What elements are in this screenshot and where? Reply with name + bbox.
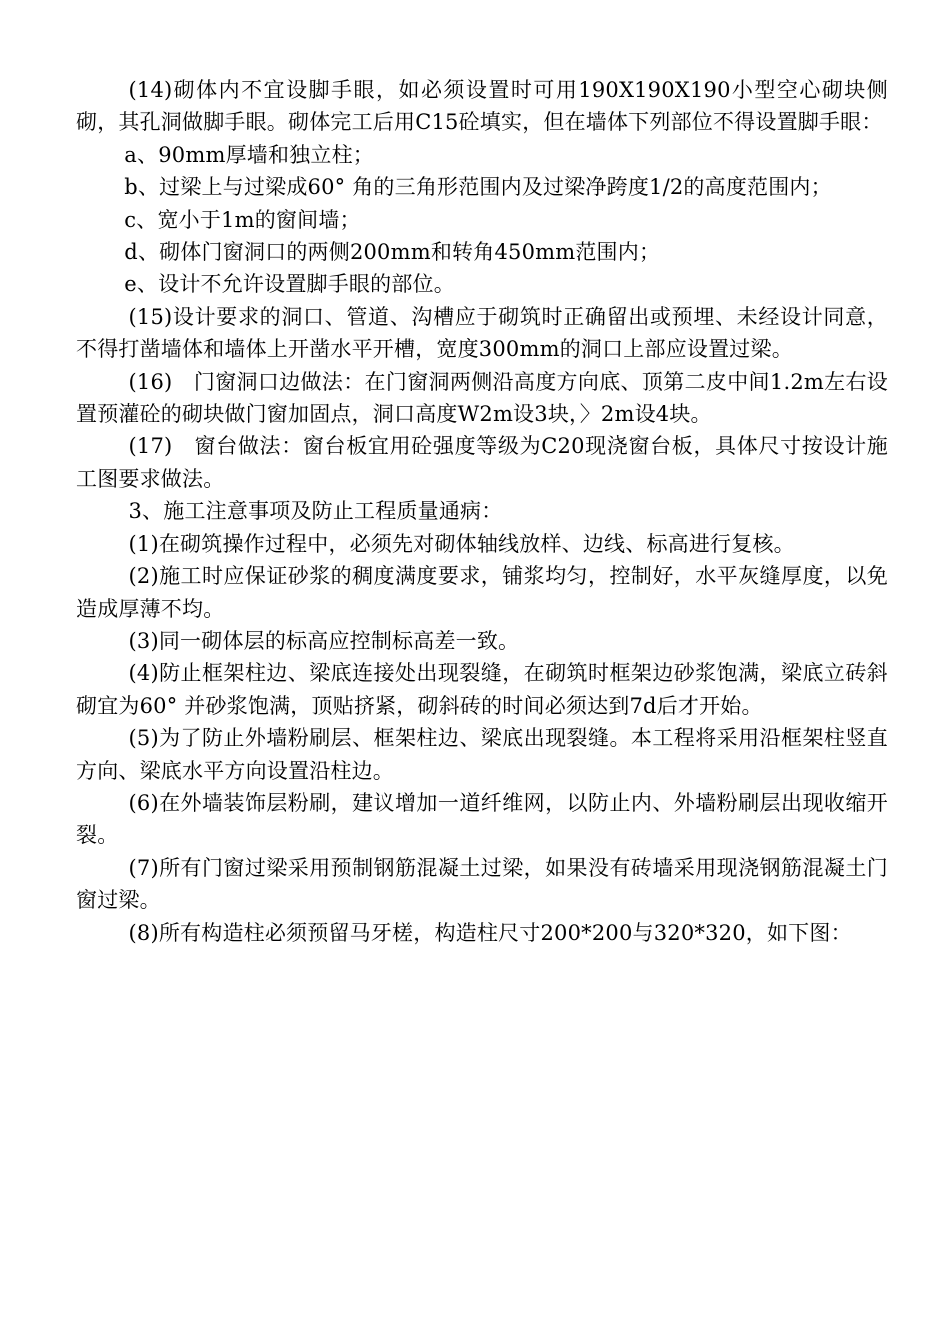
paragraph-note-3: (3)同一砌体层的标高应控制标高差一致。	[128, 628, 520, 653]
paragraph-item-14: (14)砌体内不宜设脚手眼，如必须设置时可用190X190X190小型空心砌块侧砌，其孔洞做脚手眼。砌体完工后用C15砼填实，但在墙体下列部位不得设置脚手眼：	[76, 78, 888, 135]
paragraph-note-7: (7)所有门窗过梁采用预制钢筋混凝土过梁，如果没有砖墙采用现浇钢筋混凝土门窗过梁。	[76, 855, 888, 913]
paragraph-note-5: (5)为了防止外墙粉刷层、框架柱边、梁底出现裂缝。本工程将采用沿框架柱竖直方向、梁底水平方向设置沿柱边。	[76, 726, 888, 783]
list-item-a: a、90mm厚墙和独立柱；	[124, 142, 374, 167]
paragraph-note-6: (6)在外墙装饰层粉刷，建议增加一道纤维网，以防止内、外墙粉刷层出现收缩开裂。	[76, 790, 888, 848]
paragraph-item-16: (16) 门窗洞口边做法：在门窗洞两侧沿高度方向底、顶第二皮中间1.2m左右设置预灌砼的砌块做门窗加固点，洞口高度W2m设3块，〉2m设4块。	[76, 369, 888, 427]
paragraph-note-2: (2)施工时应保证砂浆的稠度满度要求，铺浆均匀，控制好，水平灰缝厚度，以免造成厚薄不均。	[76, 564, 888, 621]
list-item-d: d、砌体门窗洞口的两侧200mm和转角450mm范围内；	[124, 240, 661, 265]
paragraph-item-17: (17) 窗台做法：窗台板宜用砼强度等级为C20现浇窗台板，具体尺寸按设计施工图要求做法。	[76, 434, 888, 491]
paragraph-note-4: (4)防止框架柱边、梁底连接处出现裂缝，在砌筑时框架边砂浆饱满，梁底立砖斜砌宜为60° 并砂浆饱满，顶贴挤紧，砌斜砖的时间必须达到7d后才开始。	[76, 661, 888, 718]
list-item-b: b、过梁上与过梁成60° 角的三角形范围内及过梁净跨度1/2的高度范围内；	[124, 175, 832, 200]
list-item-e: e、设计不允许设置脚手眼的部位。	[124, 272, 455, 297]
section-heading-3: 3、施工注意事项及防止工程质量通病：	[128, 499, 503, 524]
list-item-c: c、宽小于1m的窗间墙；	[124, 207, 361, 232]
paragraph-note-1: (1)在砌筑操作过程中，必须先对砌体轴线放样、边线、标高进行复核。	[128, 531, 795, 556]
paragraph-note-8: (8)所有构造柱必须预留马牙槎，构造柱尺寸200*200与320*320，如下图：	[128, 920, 852, 945]
document-page	[76, 74, 888, 949]
paragraph-item-15: (15)设计要求的洞口、管道、沟槽应于砌筑时正确留出或预埋、未经设计同意，不得打凿墙体和墙体上开凿水平开槽，宽度300mm的洞口上部应设置过梁。	[76, 304, 888, 362]
